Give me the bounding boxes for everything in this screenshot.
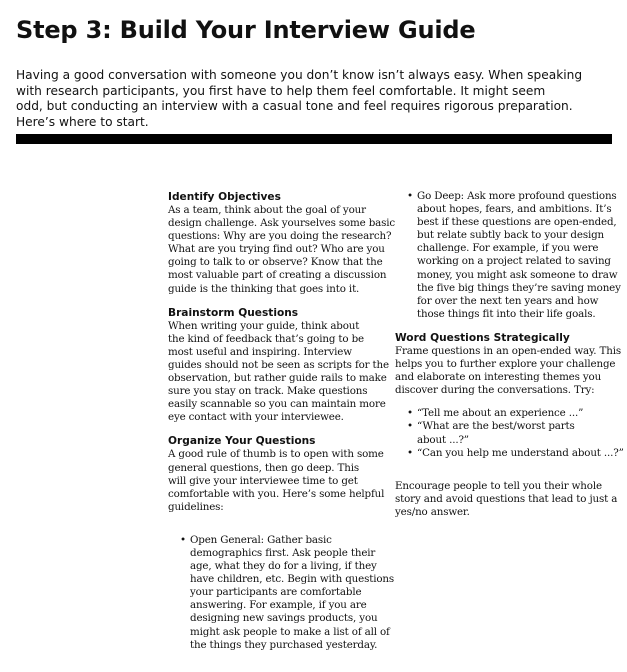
intro-line: odd, but conducting an interview with a casual tone and feel requires rigorous preparation. [16,99,573,113]
right-column [395,190,624,519]
body-line: most useful and inspiring. Interview [168,345,352,358]
bullet-line: • Open General: Gather basic [180,533,332,546]
section-identify-objectives [168,190,396,296]
bullet-line: about hopes, fears, and ambitions. It’s [417,203,612,216]
bullet-line: those things fit into their life goals. [417,307,596,320]
intro-line: with research participants, you first have to help them feel comfortable. It might seem [16,83,546,98]
section-heading: Brainstorm Questions [168,306,299,319]
body-line: yes/no answer. [395,505,470,518]
section-brainstorm-questions [168,306,388,425]
bullet-line: working on a project related to saving [417,255,611,268]
bullet-line: • Go Deep: Ask more profound questions [407,190,617,202]
bullet-line: the five big things they’re saving money [417,281,621,294]
bullet-line: might ask people to make a list of all of [190,625,390,638]
example-item: • “Tell me about an experience ...” [407,407,584,420]
intro-line: Having a good conversation with someone you don’t know isn’t always easy. When speaking [16,68,583,82]
section-heading: Word Questions Strategically [395,331,570,344]
bullet-line: have children, etc. Begin with questions [190,573,395,586]
body-line: will give your interviewee time to get [168,474,358,487]
section-heading: Identify Objectives [168,191,281,203]
section-heading: Organize Your Questions [168,435,316,448]
divider-bar [16,134,612,144]
bullet-line: age, what they do for a living, if they [190,560,377,573]
body-line: general questions, then go deep. This [168,461,360,474]
body-line: observation, but rather guide rails to make [168,372,387,385]
bullet-icon: • [180,533,186,546]
section-organize-questions [168,434,395,651]
section-word-questions [395,331,624,519]
bullet-line: designing new savings products, you [190,612,378,625]
body-line: guides should not be seen as scripts for the [168,358,389,371]
example-item-continued: about ...?” [417,433,469,446]
body-line: and elaborate on interesting themes you [395,371,602,384]
intro-line: Here’s where to start. [16,114,149,129]
example-item: • “Can you help me understand about ...?” [407,446,624,459]
body-line: story and avoid questions that lead to just a [395,492,618,505]
example-item: • “What are the best/worst parts [407,420,575,433]
body-line: What are you trying find out? Who are you [168,243,385,256]
bullet-open-general [168,533,395,652]
intro-paragraph [16,68,616,130]
body-line: discover during the conversations. Try: [395,384,595,397]
body-line: comfortable with you. Here’s some helpful [168,487,385,500]
body-line: sure you stay on track. Make questions [168,385,368,398]
bullet-line: your participants are comfortable [190,586,362,599]
body-line: questions: Why are you doing the research? [168,230,392,243]
bullet-line: but relate subtly back to your design [417,229,605,242]
body-line: eye contact with your interviewee. [168,411,344,424]
body-line: When writing your guide, think about [168,319,360,332]
body-line: As a team, think about the goal of your [168,204,366,216]
bullet-icon: • [407,190,413,202]
example-list [395,407,624,459]
bullet-line: for over the next ten years and how [417,294,599,307]
bullet-line: the things they purchased yesterday. [190,638,378,651]
body-line: Encourage people to tell you their whole [395,479,602,492]
bullet-line: money, you might ask someone to draw [417,268,618,281]
page-title: Step 3: Build Your Interview Guide [16,16,476,44]
bullet-line: challenge. For example, if you were [417,242,599,255]
body-line: the kind of feedback that’s going to be [168,332,364,345]
bullet-line: answering. For example, if you are [190,599,367,612]
bullet-icon: • [407,420,413,433]
body-line: A good rule of thumb is to open with some [168,448,384,461]
bullet-go-deep [395,190,620,321]
body-line: guidelines: [168,500,224,513]
bullet-line: best if these questions are open-ended, [417,216,617,229]
body-line: design challenge. Ask yourselves some basic [168,217,396,230]
bullet-icon: • [407,407,413,420]
bullet-line: demographics first. Ask people their [190,546,376,559]
body-line: easily scannable so you can maintain more [168,398,386,411]
bullet-icon: • [407,446,413,459]
body-line: Frame questions in an open-ended way. This [395,344,621,357]
left-column [168,190,396,652]
body-line: guide is the thinking that goes into it. [168,282,360,295]
body-line: going to talk to or observe? Know that the [168,256,383,269]
body-line: helps you to further explore your challenge [395,358,616,371]
body-line: most valuable part of creating a discussion [168,269,387,282]
